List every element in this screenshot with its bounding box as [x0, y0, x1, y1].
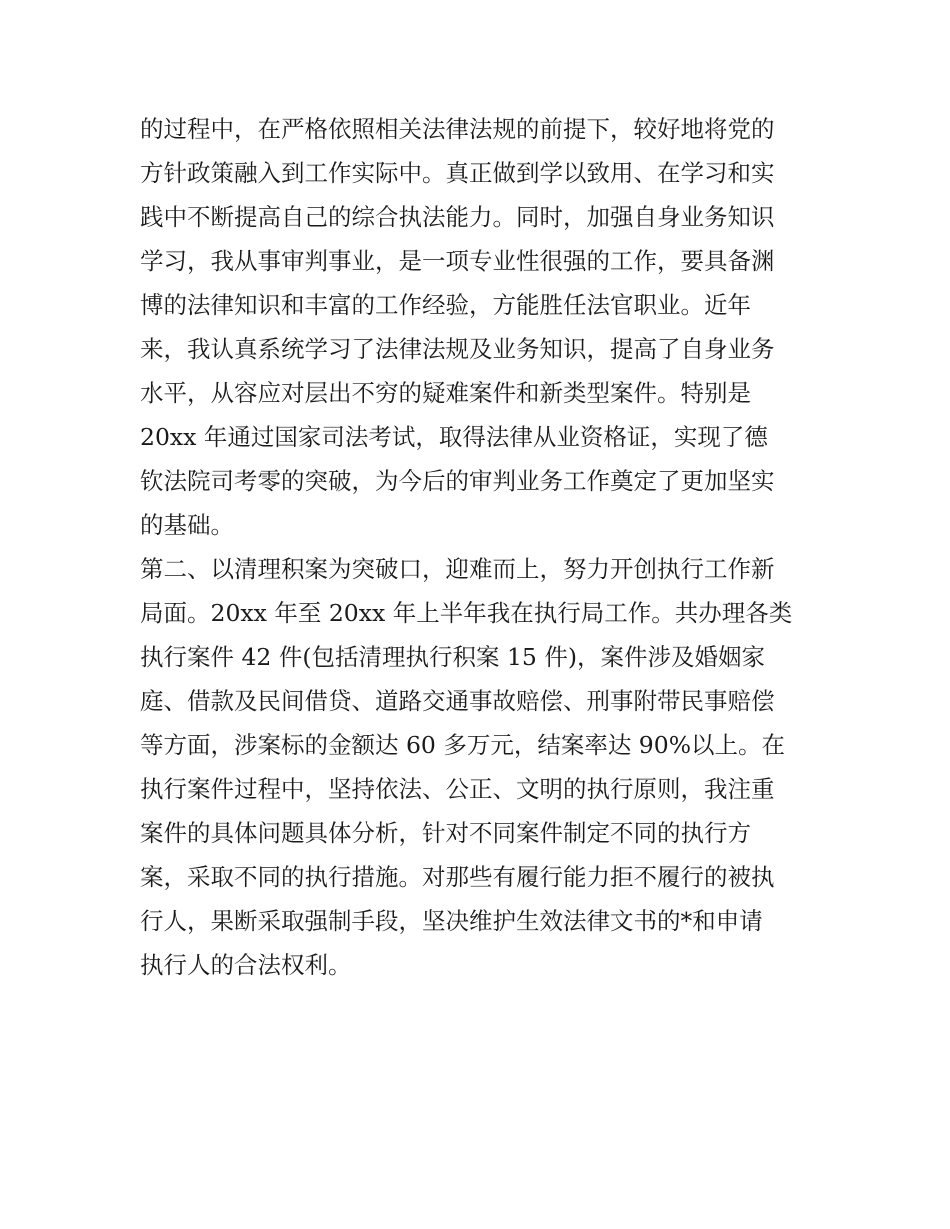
body-text [140, 107, 840, 987]
text-line: 践中不断提高自己的综合执法能力。同时，加强自身业务知识 [140, 203, 775, 231]
text-line: 钦法院司考零的突破，为今后的审判业务工作奠定了更加坚实 [140, 467, 775, 495]
text-line: 20xx 年通过国家司法考试，取得法律从业资格证，实现了德 [140, 423, 768, 451]
section-heading-line: 第二、以清理积案为突破口，迎难而上，努力开创执行工作新 [140, 555, 775, 583]
text-line: 学习，我从事审判事业，是一项专业性很强的工作，要具备渊 [140, 247, 775, 275]
text-line: 来，我认真系统学习了法律法规及业务知识，提高了自身业务 [140, 335, 775, 363]
text-line: 执行人的合法权利。 [140, 951, 352, 979]
text-line: 执行案件 42 件(包括清理执行积案 15 件)，案件涉及婚姻家 [140, 643, 766, 671]
text-line: 的基础。 [140, 511, 234, 539]
text-line: 行人，果断采取强制手段，坚决维护生效法律文书的*和申请 [140, 907, 763, 935]
text-line: 案件的具体问题具体分析，针对不同案件制定不同的执行方 [140, 819, 751, 847]
text-line: 等方面，涉案标的金额达 60 多万元，结案率达 90%以上。在 [140, 731, 786, 759]
text-line: 局面。20xx 年至 20xx 年上半年我在执行局工作。共办理各类 [140, 599, 793, 627]
text-line: 案，采取不同的执行措施。对那些有履行能力拒不履行的被执 [140, 863, 775, 891]
text-line: 执行案件过程中，坚持依法、公正、文明的执行原则，我注重 [140, 775, 775, 803]
text-line: 庭、借款及民间借贷、道路交通事故赔偿、刑事附带民事赔偿 [140, 687, 775, 715]
text-line: 方针政策融入到工作实际中。真正做到学以致用、在学习和实 [140, 159, 775, 187]
text-line: 博的法律知识和丰富的工作经验，方能胜任法官职业。近年 [140, 291, 751, 319]
text-line: 水平，从容应对层出不穷的疑难案件和新类型案件。特别是 [140, 379, 751, 407]
text-line: 的过程中，在严格依照相关法律法规的前提下，较好地将党的 [140, 115, 775, 143]
